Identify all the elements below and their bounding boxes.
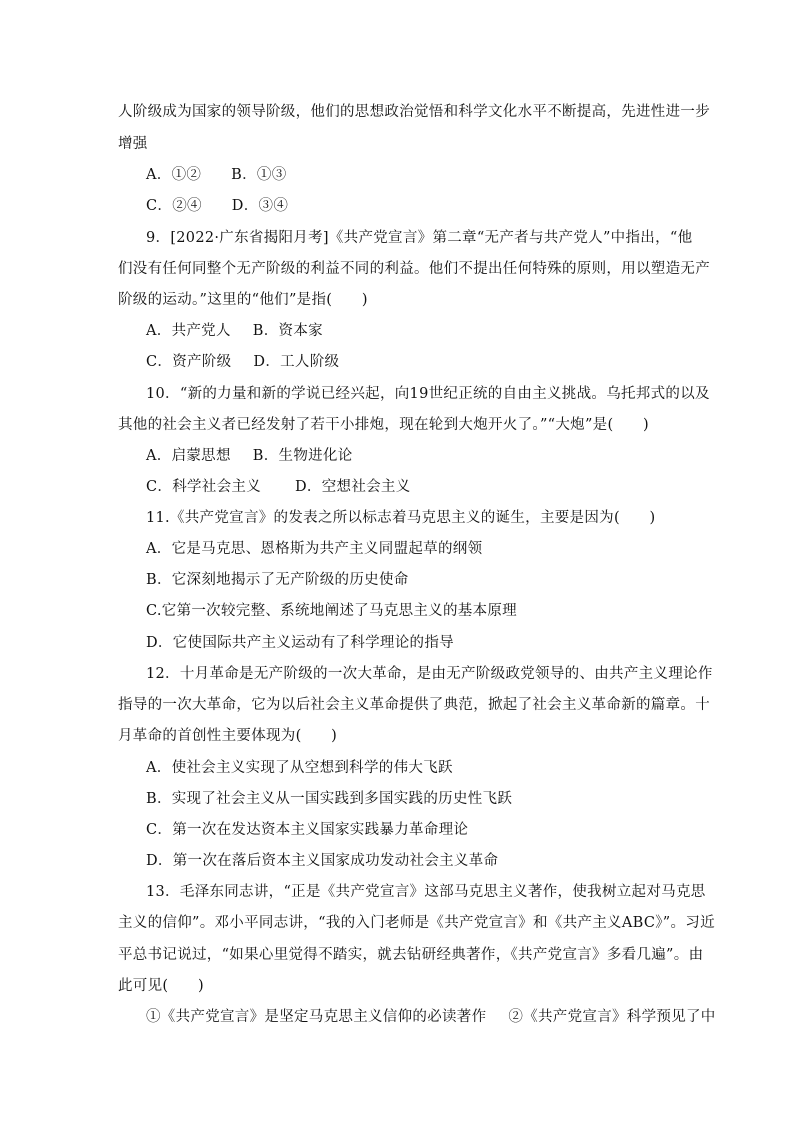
q11-option-b: B．它深刻地揭示了无产阶级的历史使命 <box>146 572 409 588</box>
q13-stem-line-4: 此可见( ) <box>118 978 204 994</box>
q10-option-d: D．空想社会主义 <box>295 479 411 495</box>
q9-stem-line-2: 们没有任何同整个无产阶级的利益不同的利益。他们不提出任何特殊的原则，用以塑造无产 <box>118 261 710 277</box>
q13-statement-2: ②《共产党宣言》科学预见了中 <box>508 1009 716 1025</box>
q11-option-a: A．它是马克思、恩格斯为共产主义同盟起草的纲领 <box>146 541 483 557</box>
q13-stem-line-3: 平总书记说过，“如果心里觉得不踏实，就去钻研经典著作，《共产党宣言》多看几遍”。由 <box>118 947 704 963</box>
q12-option-c: C．第一次在发达资本主义国家实践暴力革命理论 <box>146 822 469 838</box>
q10-stem-line-1: 10．“新的力量和新的学说已经兴起，向19世纪正统的自由主义挑战。乌托邦式的以及 <box>146 386 710 402</box>
q10-options-row-2 <box>146 477 706 497</box>
q10-stem-line-2: 其他的社会主义者已经发射了若干小排炮，现在轮到大炮开火了。”“大炮”是( ) <box>118 417 649 433</box>
q9-option-b: B．资本家 <box>252 323 323 339</box>
q8-option-c: C．②④ <box>146 198 202 214</box>
q10-option-a: A．启蒙思想 <box>146 448 231 464</box>
q12-option-b: B．实现了社会主义从一国实践到多国实践的历史性飞跃 <box>146 791 513 807</box>
q9-options-row-1 <box>146 321 706 341</box>
q9-stem-line-1: 9．[2022·广东省揭阳月考]《共产党宣言》第二章“无产者与共产党人”中指出，“他 <box>146 230 693 246</box>
q13-stem-line-2: 主义的信仰”。邓小平同志讲，“我的入门老师是《共产党宣言》和《共产主义ABC》”。习近 <box>118 915 715 931</box>
q13-stem-line-1: 13．毛泽东同志讲，“正是《共产党宣言》这部马克思主义著作，使我树立起对马克思 <box>146 884 706 900</box>
q11-option-d: D．它使国际共产主义运动有了科学理论的指导 <box>146 635 454 651</box>
q9-option-c: C．资产阶级 <box>146 354 232 370</box>
q8-stem-line-1: 人阶级成为国家的领导阶级，他们的思想政治觉悟和科学文化水平不断提高，先进性进一步 <box>118 104 710 120</box>
q12-option-a: A．使社会主义实现了从空想到科学的伟大飞跃 <box>146 760 453 776</box>
q11-stem-line-1: 11.《共产党宣言》的发表之所以标志着马克思主义的诞生，主要是因为( ) <box>146 510 656 526</box>
q9-options-row-2 <box>146 352 706 372</box>
q13-statement-1: ①《共产党宣言》是坚定马克思主义信仰的必读著作 <box>146 1009 487 1025</box>
q10-option-b: B．生物进化论 <box>252 448 353 464</box>
q8-option-a: A．①② <box>146 167 202 183</box>
q11-option-c: C.它第一次较完整、系统地阐述了马克思主义的基本原理 <box>146 603 517 619</box>
q9-option-d: D．工人阶级 <box>253 354 340 370</box>
q12-option-d: D．第一次在落后资本主义国家成功发动社会主义革命 <box>146 853 499 869</box>
q12-stem-line-3: 月革命的首创性主要体现为( ) <box>118 728 338 744</box>
q9-option-a: A．共产党人 <box>146 323 231 339</box>
q10-options-row-1 <box>146 446 706 466</box>
q10-option-c: C．科学社会主义 <box>146 479 261 495</box>
q8-stem-line-2: 增强 <box>118 136 148 152</box>
q8-option-d: D．③④ <box>231 198 289 214</box>
q12-stem-line-1: 12．十月革命是无产阶级的一次大革命，是由无产阶级政党领导的、由共产主义理论作 <box>146 666 713 682</box>
q13-statements-row <box>146 1007 716 1027</box>
q8-options-row-1 <box>146 165 706 185</box>
q9-stem-line-3: 阶级的运动。”这里的“他们”是指( ) <box>118 292 368 308</box>
q8-options-row-2 <box>146 196 706 216</box>
q12-stem-line-2: 指导的一次大革命，它为以后社会主义革命提供了典范，掀起了社会主义革命新的篇章。十 <box>118 697 710 713</box>
q8-option-b: B．①③ <box>231 167 287 183</box>
